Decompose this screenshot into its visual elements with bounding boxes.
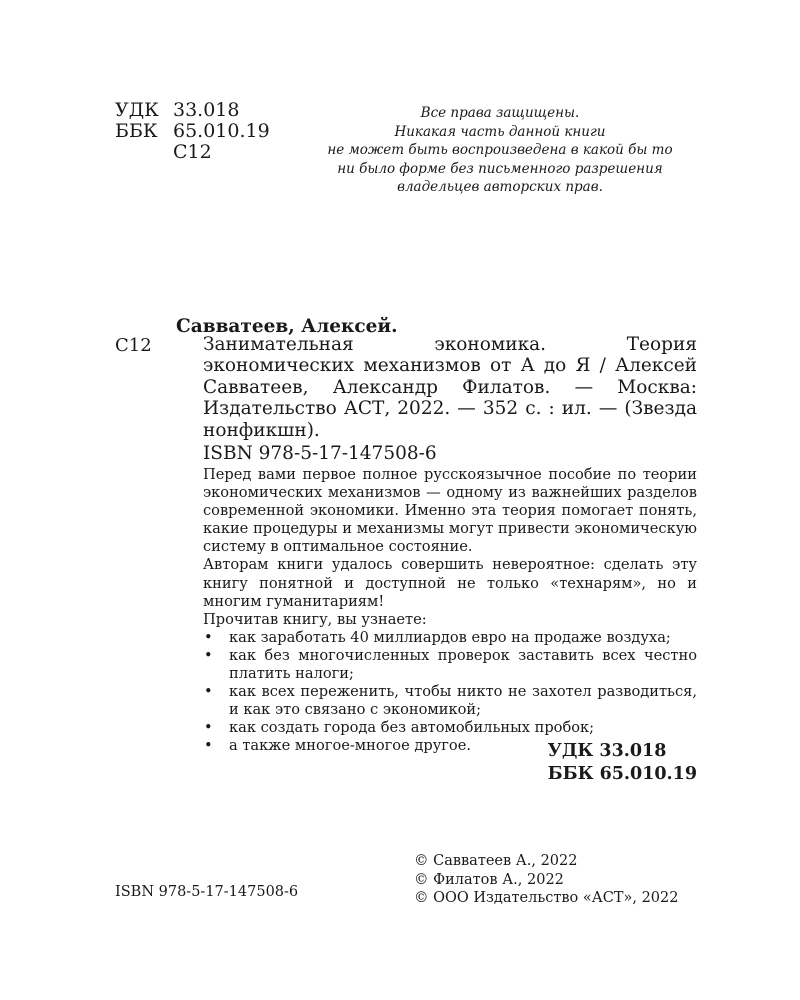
author-code: С12 [173,141,212,163]
annotation-para-2: Авторам книги удалось совершить невероятное: сделать эту книгу понятной и доступной не только «технарям», но и многим гуманитариям! [203,556,697,610]
isbn-bottom: ISBN 978-5-17-147508-6 [115,884,299,900]
footer-codes [548,740,697,786]
annotation-para-3: Прочитав книгу, вы узнаете: [203,610,427,628]
bbk-value: 65.010.19 [173,120,270,142]
list-item: • а также многое-многое другое. [204,737,471,755]
catalog-isbn: ISBN 978-5-17-147508-6 [203,443,437,464]
footer-bbk: ББК 65.010.19 [547,764,697,784]
bullet-icon: • [204,719,213,737]
list-item: • как создать города без автомобильных пробок; [204,719,595,737]
udk-label: УДК [115,99,159,121]
rights-line: Никакая часть данной книги [394,123,606,140]
catalog-code: С12 [115,335,152,356]
catalog-author: Савватеев, Алексей. [176,316,398,337]
copyright-line: © Филатов А., 2022 [414,871,564,888]
copyright-line: © Савватеев А., 2022 [414,853,578,869]
bullet-icon: • [204,737,213,755]
rights-line: Все права защищены. [420,105,580,121]
bbk-label: ББК [115,120,158,142]
list-item: • как заработать 40 миллиардов евро на продаже воздуха; [204,628,671,646]
bullet-icon: • [204,646,213,664]
classification-codes [115,100,270,163]
bullet-icon: • [204,683,213,701]
catalog-description [203,334,697,441]
rights-line: ни было форме без письменного разрешения [337,160,663,177]
rights-line: не может быть воспроизведена в какой бы то [327,142,673,158]
footer-udk: УДК 33.018 [547,741,667,761]
list-item: • как без многочисленных проверок заставить всех честно платить налоги; [204,646,697,683]
copyright-line: © ООО Издательство «АСТ», 2022 [414,890,679,907]
list-item: • как всех переженить, чтобы никто не захотел разводиться, и как это связано с экономикой; [204,683,697,719]
udk-value: 33.018 [173,99,240,121]
rights-notice [302,104,698,197]
annotation-list [203,629,697,756]
annotation-para-1: Перед вами первое полное русскоязычное пособие по теории экономических механизмов — одному из важнейших разделов современной экономики. Именно эта теория помогает понять, какие процедуры и механизмы могут привести экономическую систему в оптимальное состояние. [203,466,697,556]
rights-line: владельцев авторских прав. [397,179,603,195]
bullet-icon: • [204,628,213,646]
catalog-description-text: Занимательная экономика. Теория экономических механизмов от А до Я / Алексей Савватеев, Александр Филатов. — Москва: Издательство АСТ, 2022. — 352 с. : ил. — (Звезда нонфикшн). [203,334,697,441]
annotation [203,466,697,756]
copyright-block [414,852,678,908]
